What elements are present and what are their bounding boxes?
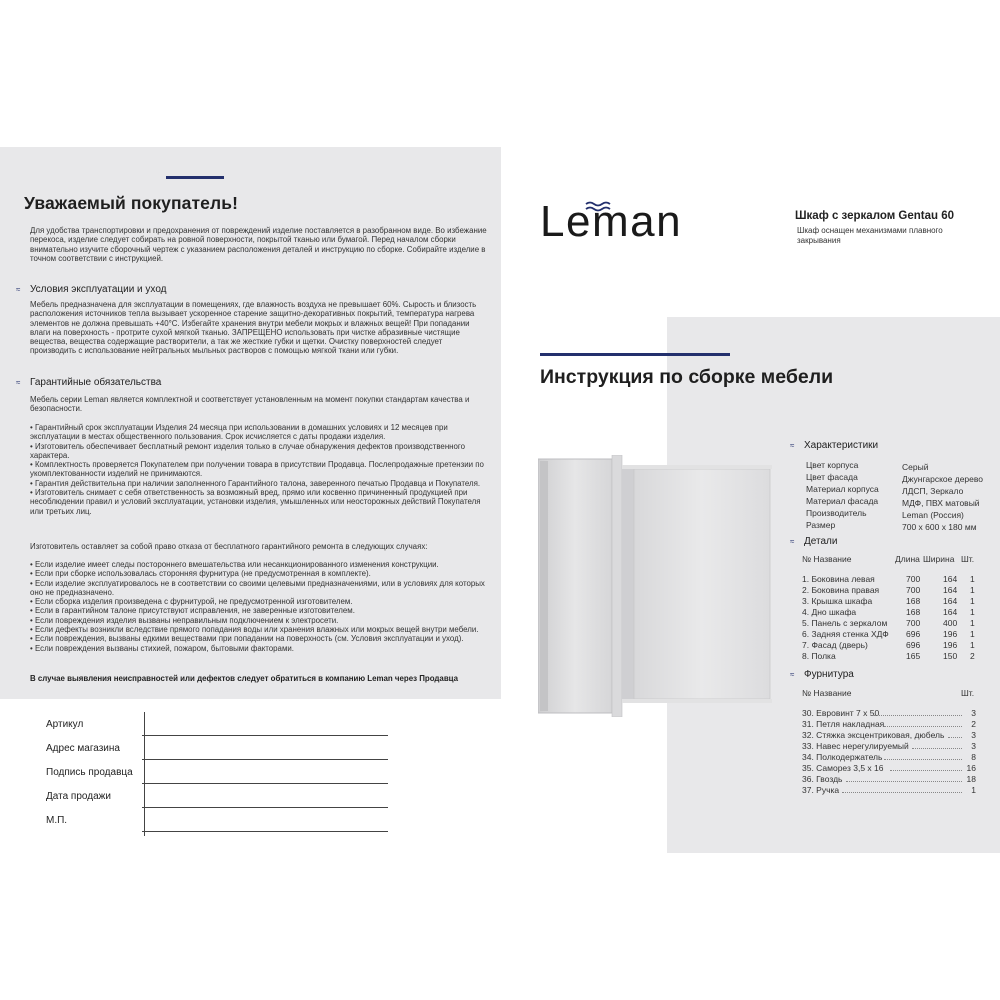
spec-row xyxy=(806,460,928,472)
spec-value: Джунгарское дерево xyxy=(902,474,984,484)
detail-qty: 1 xyxy=(970,640,975,650)
detail-name: 8. Полка xyxy=(802,651,836,661)
detail-length: 168 xyxy=(906,596,921,606)
final-note: В случае выявления неисправностей или дефектов следует обратиться в компанию Leman через Продавца xyxy=(30,674,459,683)
detail-qty: 1 xyxy=(970,629,975,639)
form-label: Дата продажи xyxy=(46,791,111,802)
form-label: М.П. xyxy=(46,815,68,826)
fitting-name: 37. Ручка xyxy=(802,785,840,795)
list-item: • Если в гарантийном талоне присутствуют исправления, не заверенные изготовителем. xyxy=(30,606,355,616)
list-item: • Если сборка изделия произведена с фурнитурой, не предусмотренной изготовителем. xyxy=(30,597,353,607)
warranty-list xyxy=(30,423,488,516)
dot-leader xyxy=(846,781,962,782)
product-title: Шкаф с зеркалом Gentau 60 xyxy=(795,210,955,222)
detail-width: 164 xyxy=(943,585,958,595)
wave-icon: ≈ xyxy=(16,377,21,387)
dot-leader xyxy=(912,748,962,749)
dot-leader xyxy=(874,715,962,716)
detail-name: 7. Фасад (дверь) xyxy=(802,640,868,650)
list-item: • Если повреждения, вызваны едкими веществами при попадании на поверхность (см. Условия эксплуатации и уход). xyxy=(30,634,464,644)
form-row-sale-date xyxy=(46,784,388,808)
sale-form xyxy=(46,712,388,836)
list-item: • Если дефекты возникли вследствие прямого попадания воды или хранения влажных или мокрых вещей внутри мебели. xyxy=(30,625,479,635)
table-row xyxy=(802,585,977,596)
spec-key: Размер xyxy=(806,520,836,530)
dot-leader xyxy=(884,759,962,760)
col-header-qty: Шт. xyxy=(961,554,975,564)
refusal-intro: Изготовитель оставляет за собой право отказа от бесплатного гарантийного ремонта в следующих случаях: xyxy=(30,542,428,551)
usage-paragraph: Мебель предназначена для эксплуатации в помещениях, где влажность воздуха не превышает 60%. Сырость и близость расположения источников тепла вызывает ускоренное старение защитно-декоративных покрытий, температура нагрева элементов не должна превышать +40°С. Избегайте хранения внутри мебели мокрых и влажных вещей! При попадании влаги на поверхность - протрите сухой мягкой тканью. ЗАПРЕЩЕНО использовать при чистке абразивные чистящие вещества, вещества содержащие растворители, а так же жесткие губки и щетки. Очистку поверхностей следует производить с использование нейтральных мыльных растворов с помощью мягкой ткани или губки. xyxy=(30,300,477,356)
spec-value: Серый xyxy=(902,462,929,472)
wave-icon: ≈ xyxy=(790,440,795,450)
table-row xyxy=(802,708,976,719)
form-divider xyxy=(144,712,145,836)
form-row-store-address xyxy=(46,736,388,760)
section-title: Гарантийные обязательства xyxy=(30,377,162,388)
section-title: Фурнитура xyxy=(804,669,854,680)
spec-row xyxy=(806,472,983,484)
section-title: Детали xyxy=(804,536,838,547)
detail-width: 164 xyxy=(943,574,958,584)
table-row xyxy=(802,763,976,774)
spec-key: Производитель xyxy=(806,508,867,518)
table-row xyxy=(802,596,977,607)
spec-row xyxy=(806,484,963,496)
detail-width: 150 xyxy=(943,651,958,661)
spec-row xyxy=(806,508,964,520)
form-label: Артикул xyxy=(46,719,84,730)
spec-value: Leman (Россия) xyxy=(902,510,964,520)
list-item: • Если при сборке использовалась сторонняя фурнитура (не предусмотренная в комплекте). xyxy=(30,569,371,579)
dot-leader xyxy=(890,770,962,771)
col-header-width: Ширина xyxy=(923,554,955,564)
spec-key: Материал фасада xyxy=(806,496,879,506)
fitting-name: 35. Саморез 3,5 x 16 xyxy=(802,763,884,773)
fitting-qty: 1 xyxy=(971,785,976,795)
section-heading-usage xyxy=(16,284,167,295)
fitting-qty: 3 xyxy=(971,730,976,740)
detail-length: 700 xyxy=(906,574,921,584)
fitting-name: 30. Евровинт 7 x 50 xyxy=(802,708,880,718)
form-row-seller-signature xyxy=(46,760,388,784)
accent-bar xyxy=(540,353,730,356)
detail-width: 400 xyxy=(943,618,958,628)
detail-length: 168 xyxy=(906,607,921,617)
list-item: • Комплектность проверяется Покупателем при получении товара в присутствии Продавца. Послепродажные претензии по укомплектованности изделий не принимаются. xyxy=(30,460,484,479)
detail-qty: 1 xyxy=(970,585,975,595)
detail-length: 165 xyxy=(906,651,921,661)
cabinet-illustration xyxy=(538,455,778,717)
detail-name: 4. Дно шкафа xyxy=(802,607,857,617)
fitting-qty: 3 xyxy=(971,741,976,751)
detail-name: 6. Задняя стенка ХДФ xyxy=(802,629,889,639)
detail-length: 696 xyxy=(906,640,921,650)
fitting-name: 31. Петля накладная xyxy=(802,719,885,729)
section-title: Условия эксплуатации и уход xyxy=(30,284,167,295)
wave-icon: ≈ xyxy=(790,669,795,679)
wave-icon: ≈ xyxy=(790,536,795,546)
list-item: • Гарантийный срок эксплуатации Изделия 24 месяца при использовании в домашних условиях и 12 месяцев при эксплуатации в местах общественного пользования. Срок исчисляется с даты продажи изделия. xyxy=(30,423,448,442)
dot-leader xyxy=(842,792,962,793)
table-row xyxy=(802,607,977,618)
section-title: Характеристики xyxy=(804,440,879,451)
table-row xyxy=(802,741,976,752)
spec-value: МДФ, ПВХ матовый xyxy=(902,498,980,508)
list-item: • Если изделие имеет следы постороннего вмешательства или несанкционированного изменения конструкции. xyxy=(30,560,439,569)
detail-width: 164 xyxy=(943,596,958,606)
list-item: • Изготовитель обеспечивает бесплатный ремонт изделия только в случае обнаружения дефектов производственного характера. xyxy=(30,441,466,460)
fitting-name: 33. Навес нерегулируемый xyxy=(802,741,909,751)
form-row-article xyxy=(46,712,388,736)
fitting-name: 36. Гвоздь xyxy=(802,774,843,784)
table-row xyxy=(802,574,977,585)
warranty-paragraph: Мебель серии Leman является комплектной и соответствует установленным на момент покупки стандартам качества и безопасности. xyxy=(30,395,470,414)
detail-name: 5. Панель с зеркалом xyxy=(802,618,888,628)
brand-logo: Leman xyxy=(540,197,683,246)
table-row xyxy=(802,640,977,651)
detail-qty: 1 xyxy=(970,574,975,584)
fittings-heading xyxy=(790,669,854,680)
detail-name: 3. Крышка шкафа xyxy=(802,596,873,606)
table-row xyxy=(802,719,976,730)
dot-leader xyxy=(948,737,962,738)
table-row xyxy=(802,785,976,796)
spec-key: Цвет корпуса xyxy=(806,460,859,470)
detail-qty: 1 xyxy=(970,596,975,606)
col-header-length: Длина xyxy=(895,554,920,564)
form-row-stamp xyxy=(46,808,388,832)
list-item: • Если изделие эксплуатировалось не в соответствии со своими целевыми предназначениями, или в условиях для которых оно не предназначено. xyxy=(30,578,485,597)
detail-name: 2. Боковина правая xyxy=(802,585,880,595)
table-row xyxy=(802,730,976,741)
table-row xyxy=(802,651,977,662)
detail-qty: 1 xyxy=(970,618,975,628)
product-subtitle: Шкаф оснащен механизмами плавного закрывания xyxy=(797,226,943,245)
table-row xyxy=(802,774,976,785)
detail-qty: 2 xyxy=(970,651,975,661)
table-row xyxy=(802,752,976,763)
detail-length: 700 xyxy=(906,618,921,628)
accent-bar xyxy=(166,176,224,179)
spec-value: 700 x 600 x 180 мм xyxy=(902,522,977,532)
col-header-name: № Название xyxy=(802,688,852,698)
fitting-qty: 8 xyxy=(971,752,976,762)
detail-name: 1. Боковина левая xyxy=(802,574,875,584)
dot-leader xyxy=(884,726,962,727)
wave-icon: ≈ xyxy=(16,284,21,294)
spec-row xyxy=(806,496,980,508)
detail-width: 196 xyxy=(943,640,958,650)
fitting-name: 34. Полкодержатель xyxy=(802,752,883,762)
refusal-list xyxy=(30,560,488,653)
page-title: Уважаемый покупатель! xyxy=(24,193,239,213)
detail-width: 164 xyxy=(943,607,958,617)
list-item: • Гарантия действительна при наличии заполненного Гарантийного талона, заверенного печатью Продавца и Покупателя. xyxy=(30,478,481,488)
col-header-name: № Название xyxy=(802,554,852,564)
fitting-qty: 2 xyxy=(971,719,976,729)
detail-width: 196 xyxy=(943,629,958,639)
logo-wave-icon xyxy=(585,200,615,218)
intro-paragraph: Для удобства транспортировки и предохранения от повреждений изделие поставляется в разобранном виде. Во избежание перекоса, изделие следует собирать на ровной поверхности, покрытой тканью или бумагой. Перед началом сборки внимательно изучите сборочный чертеж с указанием расположения деталей и инструкцию по сборке. Собирайте изделие в точном соответствии с инструкцией. xyxy=(30,226,487,263)
section-heading-warranty xyxy=(16,377,161,388)
form-label: Подпись продавца xyxy=(46,767,133,778)
fitting-qty: 18 xyxy=(966,774,976,784)
detail-length: 696 xyxy=(906,629,921,639)
spec-value: ЛДСП, Зеркало xyxy=(902,486,964,496)
fitting-qty: 16 xyxy=(966,763,976,773)
form-line xyxy=(142,831,388,832)
spec-row xyxy=(806,520,977,532)
instruction-title: Инструкция по сборке мебели xyxy=(540,366,834,388)
specs-heading xyxy=(790,440,878,451)
list-item: • Если повреждения изделия вызваны неправильным подключением к электросети. xyxy=(30,615,339,625)
fitting-name: 32. Стяжка эксцентриковая, дюбель xyxy=(802,730,945,740)
detail-length: 700 xyxy=(906,585,921,595)
col-header-qty: Шт. xyxy=(961,688,975,698)
fitting-qty: 3 xyxy=(971,708,976,718)
spec-key: Материал корпуса xyxy=(806,484,879,494)
table-row xyxy=(802,629,977,640)
list-item: • Изготовитель снимает с себя ответственность за возможный вред, прямо или косвенно причиненный продукцией при несоблюдении правил и условий эксплуатации, установки изделия, умышленных или неосторожных действий Покупателя или третьих лиц. xyxy=(30,488,481,516)
spec-key: Цвет фасада xyxy=(806,472,858,482)
table-row xyxy=(802,618,977,629)
detail-qty: 1 xyxy=(970,607,975,617)
list-item: • Если повреждения вызваны стихией, пожаром, бытовыми факторами. xyxy=(30,643,294,653)
form-label: Адрес магазина xyxy=(46,743,120,754)
details-heading xyxy=(790,536,837,547)
